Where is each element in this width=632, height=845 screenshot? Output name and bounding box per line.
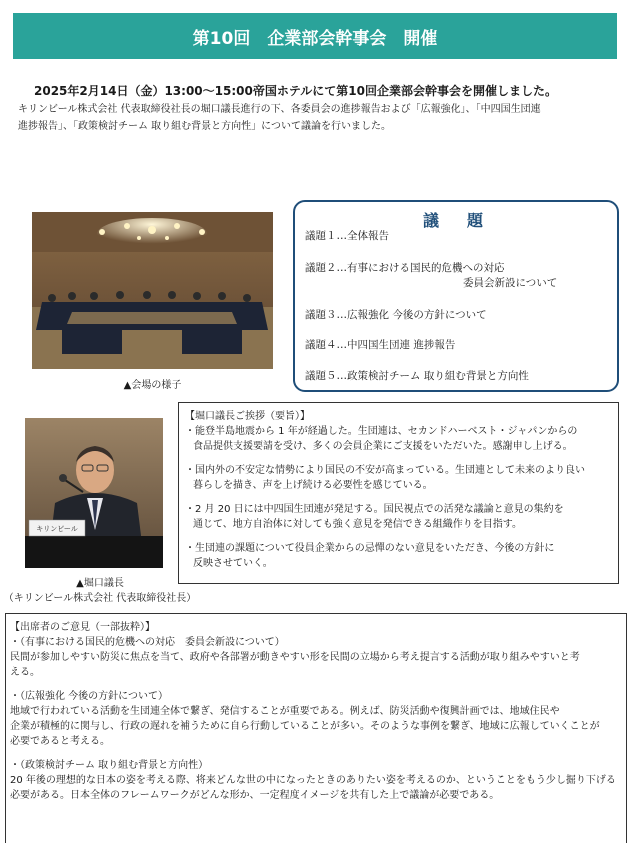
chair-photo bbox=[25, 418, 163, 568]
greeting-paragraph: ・2 月 20 日には中四国生団連が発足する。国民視点での活発な議論と意見の集約を 通じて、地方自治体に対しても強く意見を発信できる組織作りを目指す。 bbox=[185, 504, 564, 530]
opinion-head: ・（政策検討チーム 取り組む背景と方向性） bbox=[10, 760, 209, 771]
opinion-line: 必要であると考える。 bbox=[10, 736, 110, 747]
greeting-paragraph: ・生団連の課題について役員企業からの忌憚のない意見をいただき、今後の方針に 反映させていく。 bbox=[185, 543, 555, 569]
agenda-item: 議題５…政策検討チーム 取り組む背景と方向性 bbox=[305, 370, 529, 382]
agenda-item: 議題１…全体報告 bbox=[305, 230, 389, 242]
opinion-line: 民間が参加しやすい防災に焦点を当て、政府や各部署が動きやすい形を民間の立場から考え提言する活動が取り組みやすいと考 bbox=[10, 652, 580, 663]
venue-photo bbox=[32, 212, 273, 369]
opinion-line: 企業が積極的に関与し、行政の遅れを補うために自ら行動していることが多い。そのような事例を繋ぎ、地域に広報していくことが bbox=[10, 721, 600, 732]
intro-line: 進捗報告」、「政策検討チーム 取り組む背景と方向性」について議論を行いました。 bbox=[18, 121, 391, 132]
meeting-room-image bbox=[32, 212, 273, 369]
opinion-line: える。 bbox=[10, 667, 40, 678]
nameplate-text: キリンビール bbox=[36, 525, 78, 533]
venue-caption: ▲会場の様子 bbox=[123, 380, 182, 391]
opinions-title: 【出席者のご意見（一部抜粋）】 bbox=[10, 622, 155, 633]
opinion-line: 地域で行われている活動を生団連全体で繋ぎ、発信することが重要である。例えば、防災活動や復興計画では、地域住民や bbox=[10, 706, 560, 717]
agenda-box bbox=[293, 200, 619, 392]
opinion-line: 20 年後の理想的な日本の姿を考える際、将来どんな世の中になったときのありたい姿を考えるのか、ということをもう少し掘り下げる bbox=[10, 775, 616, 786]
opinion-block bbox=[10, 635, 622, 680]
agenda-title: 議 題 bbox=[422, 211, 489, 230]
intro-line: キリンビール株式会社 代表取締役社長の堀口議長進行の下、各委員会の進捗報告および「広報強化」、「中四国生団連 bbox=[18, 104, 541, 115]
title-banner bbox=[13, 13, 617, 59]
agenda-item: 議題２…有事における国民的危機への対応 委員会新設について bbox=[305, 262, 558, 289]
greeting-box bbox=[178, 402, 619, 584]
opinion-head: ・（有事における国民的危機への対応 委員会新設について） bbox=[10, 637, 285, 648]
opinions-box bbox=[5, 613, 627, 843]
chair-caption-title: （キリンビール株式会社 代表取締役社長） bbox=[3, 593, 197, 604]
chairman-image bbox=[25, 418, 163, 568]
opinion-head: ・（広報強化 今後の方針について） bbox=[10, 691, 168, 702]
agenda-item: 議題４…中四国生団連 進捗報告 bbox=[305, 339, 456, 351]
page-title: 第10回 企業部会幹事会 開催 bbox=[192, 28, 438, 49]
intro-text bbox=[18, 101, 618, 135]
greeting-paragraph: ・国内外の不安定な情勢により国民の不安が高まっている。生団連として未来のより良い 暮らしを描き、声を上げ続ける必要性を感じている。 bbox=[185, 465, 585, 491]
opinion-line: 必要がある。日本全体のフレームワークがどんな形か、一定程度イメージを共有した上で議論が必要である。 bbox=[10, 790, 500, 801]
opinion-block bbox=[10, 758, 622, 803]
event-headline: 2025年2月14日（金）13:00～15:00帝国ホテルにて第10回企業部会幹事会を開催しました。 bbox=[34, 84, 557, 98]
opinion-block bbox=[10, 689, 622, 749]
chair-caption bbox=[0, 576, 200, 606]
chair-caption-name: ▲堀口議長 bbox=[76, 578, 124, 589]
agenda-item: 議題３…広報強化 今後の方針について bbox=[305, 309, 487, 321]
agenda-item-sub: 委員会新設について bbox=[463, 277, 558, 289]
greeting-paragraph: ・能登半島地震から 1 年が経過した。生団連は、セカンドハーベスト・ジャパンからの 食品提供支援要請を受け、多くの会員企業にご支援をいただいた。感謝申し上げる。 bbox=[185, 426, 578, 452]
greeting-title: 【堀口議長ご挨拶（要旨）】 bbox=[185, 411, 310, 422]
